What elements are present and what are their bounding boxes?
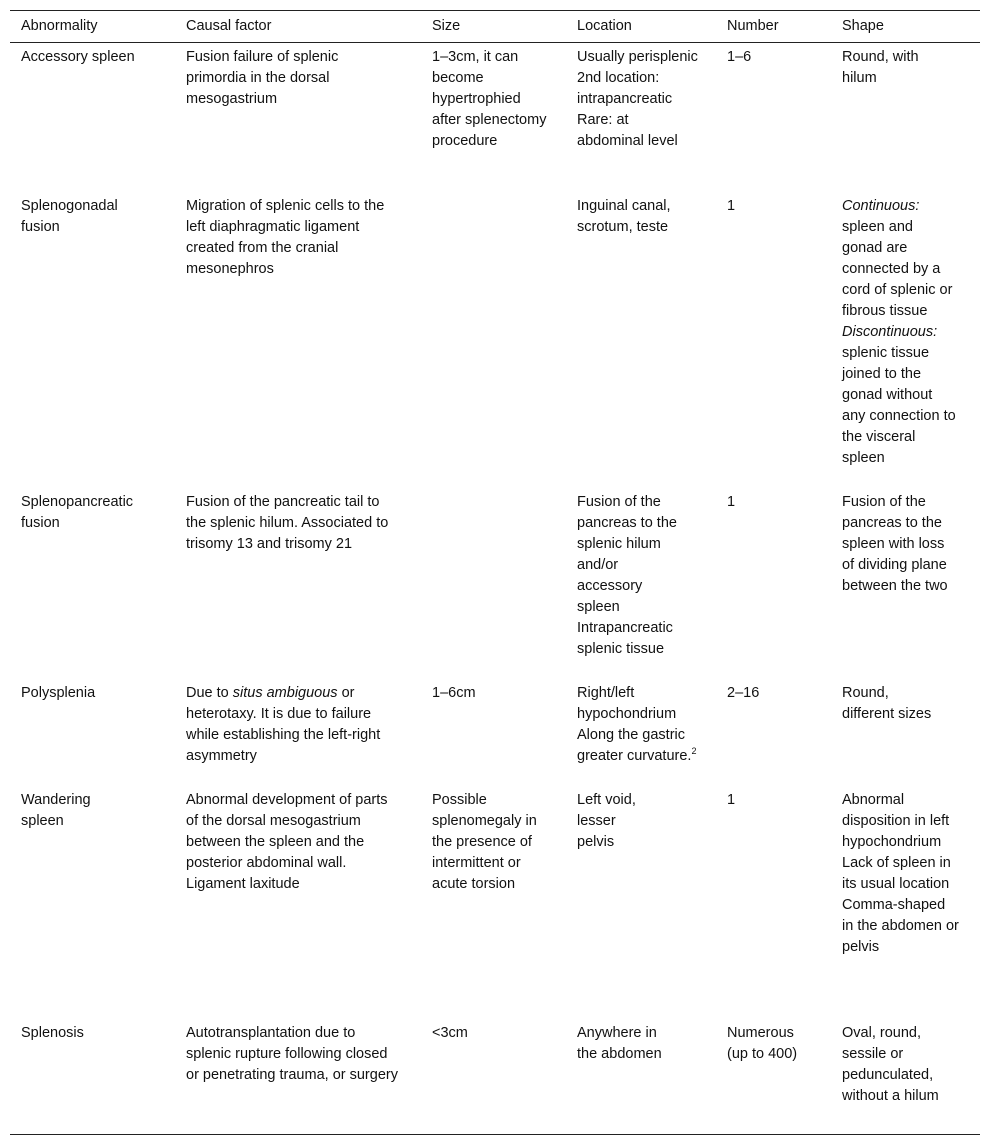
shape-line: Lack of spleen in its usual location (842, 854, 951, 892)
cell-size: <3cm (432, 1024, 468, 1041)
abnormalities-table (10, 10, 980, 1135)
table-container (10, 10, 980, 1135)
table-row (10, 1019, 980, 1135)
cell-causal-factor: Fusion of the pancreatic tail to the splenic hilum. Associated to trisomy 13 and trisomy 21 (186, 493, 389, 552)
location-line: 2nd location: intrapancreatic (577, 70, 673, 107)
table-row (10, 679, 980, 786)
table-row (10, 488, 980, 679)
cell-size: 1–6cm (432, 684, 476, 701)
table-row (10, 43, 980, 192)
cell-causal-factor: Due to situs ambiguous or heterotaxy. It is due to failure while establishing the left-right asymmetry (186, 684, 381, 764)
cell-number: 1–6 (727, 49, 752, 65)
cell-location: Inguinal canal, scrotum, teste (577, 197, 671, 235)
header-shape: Shape (831, 11, 980, 43)
cell-abnormality: Splenopancreatic fusion (21, 493, 134, 531)
cell-abnormality: Wandering spleen (21, 791, 91, 829)
cell-location: Left void, lesser pelvis (577, 791, 636, 850)
cell-number: Numerous (up to 400) (727, 1024, 798, 1062)
table-row (10, 192, 980, 488)
cell-causal-factor: Fusion failure of splenic primordia in the dorsal mesogastrium (186, 49, 339, 107)
cell-location (566, 488, 716, 679)
cell-number: 1 (727, 493, 736, 510)
header-abnormality: Abnormality (10, 11, 175, 43)
cell-abnormality: Splenogonadal fusion (21, 197, 118, 235)
reference-superscript: 2 (691, 745, 697, 756)
header-size: Size (421, 11, 566, 43)
location-line: Fusion of the pancreas to the splenic hilum and/or accessory spleen (577, 493, 677, 615)
cell-shape: Oval, round, sessile or pedunculated, without a hilum (842, 1024, 939, 1104)
location-line: Right/left hypochondrium (577, 684, 677, 722)
cell-size (421, 488, 566, 679)
shape-line: Comma-shaped in the abdomen or pelvis (842, 896, 959, 955)
causal-emphasis: situs ambiguous (232, 684, 338, 701)
cell-shape: Round, different sizes (842, 684, 932, 722)
shape-continuous-label: Continuous: (842, 197, 920, 214)
cell-causal-factor: Autotransplantation due to splenic rupture following closed or penetrating trauma, or surgery (186, 1024, 398, 1083)
header-causal-factor: Causal factor (175, 11, 421, 43)
cell-location (566, 43, 716, 192)
table-header-row (10, 11, 980, 43)
table-row (10, 786, 980, 1019)
shape-line: Abnormal disposition in left hypochondrium (842, 791, 950, 850)
cell-abnormality: Polysplenia (21, 684, 96, 701)
location-line: Along the gastric greater curvature.$^2$ (577, 726, 697, 764)
cell-size: 1–3cm, it can become hypertrophied after splenectomy procedure (432, 49, 547, 149)
location-line: Rare: at abdominal level (577, 112, 678, 149)
cell-location (566, 679, 716, 786)
shape-discontinuous-text: splenic tissue joined to the gonad without any connection to the visceral spleen (842, 344, 956, 466)
cell-shape (831, 192, 980, 488)
cell-abnormality: Splenosis (21, 1024, 84, 1041)
cell-shape (831, 786, 980, 1019)
header-number: Number (716, 11, 831, 43)
cell-abnormality: Accessory spleen (21, 49, 135, 65)
cell-number: 1 (727, 791, 736, 808)
shape-continuous-text: spleen and gonad are connected by a cord of splenic or fibrous tissue (842, 218, 953, 319)
cell-shape: Round, with hilum (842, 49, 919, 86)
header-location: Location (566, 11, 716, 43)
cell-size: Possible splenomegaly in the presence of intermittent or acute torsion (432, 791, 537, 892)
cell-shape: Fusion of the pancreas to the spleen with loss of dividing plane between the two (842, 493, 948, 594)
cell-causal-factor: Migration of splenic cells to the left diaphragmatic ligament created from the cranial mesonephros (186, 197, 385, 277)
shape-discontinuous-label: Discontinuous: (842, 323, 938, 340)
cell-number: 2–16 (727, 684, 760, 701)
location-line: Usually perisplenic (577, 49, 698, 65)
cell-size (421, 192, 566, 488)
cell-number: 1 (727, 197, 736, 214)
cell-location: Anywhere in the abdomen (577, 1024, 662, 1062)
location-line: Intrapancreatic splenic tissue (577, 619, 673, 657)
cell-causal-factor: Abnormal development of parts of the dorsal mesogastrium between the spleen and the posterior abdominal wall. Ligament laxitude (186, 791, 388, 892)
